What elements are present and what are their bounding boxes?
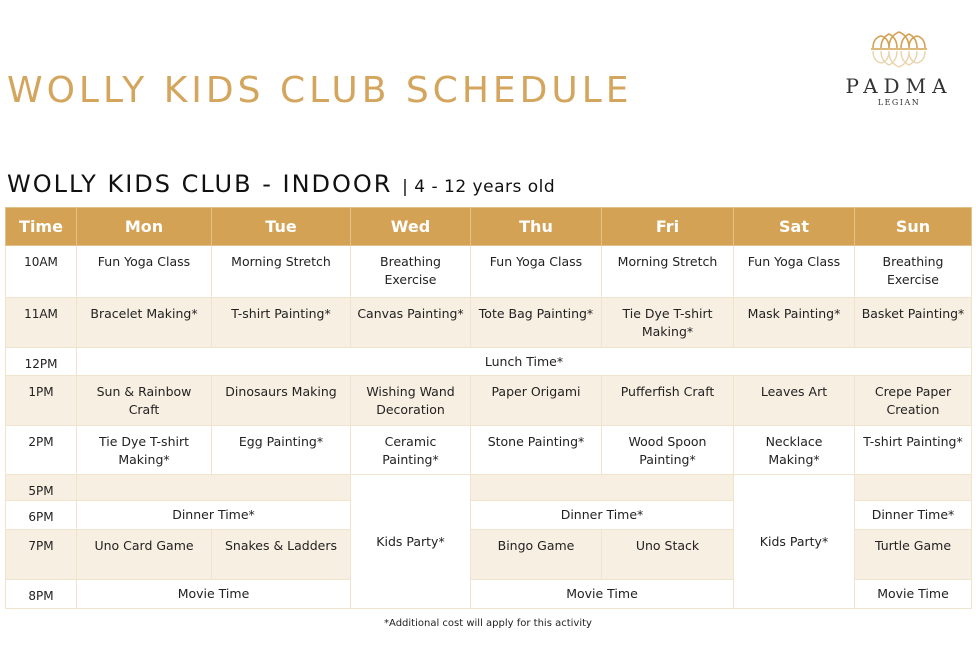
activity-cell: Leaves Art [734, 376, 855, 426]
time-cell: 10AM [6, 246, 77, 298]
activity-cell: Tote Bag Painting* [471, 298, 602, 348]
column-header: Mon [77, 208, 212, 246]
activity-cell: Movie Time [855, 580, 972, 609]
table-row [6, 376, 972, 426]
activity-cell: Mask Painting* [734, 298, 855, 348]
schedule-table [5, 207, 972, 609]
activity-cell: Bracelet Making* [77, 298, 212, 348]
activity-cell: Sun & Rainbow Craft [77, 376, 212, 426]
activity-cell [471, 475, 734, 501]
column-header: Time [6, 208, 77, 246]
time-cell: 2PM [6, 426, 77, 475]
activity-cell: Tie Dye T-shirt Making* [602, 298, 734, 348]
activity-cell: Necklace Making* [734, 426, 855, 475]
activity-cell: T-shirt Painting* [855, 426, 972, 475]
column-header: Sat [734, 208, 855, 246]
activity-cell: Tie Dye T-shirt Making* [77, 426, 212, 475]
activity-cell: Egg Painting* [212, 426, 351, 475]
activity-cell: Dinosaurs Making [212, 376, 351, 426]
column-header: Wed [351, 208, 471, 246]
activity-cell: Uno Card Game [77, 530, 212, 580]
activity-cell: Ceramic Painting* [351, 426, 471, 475]
activity-cell: Crepe Paper Creation [855, 376, 972, 426]
activity-cell [855, 475, 972, 501]
time-cell: 5PM [6, 475, 77, 501]
footnote: *Additional cost will apply for this activity [384, 618, 592, 629]
activity-cell: Bingo Game [471, 530, 602, 580]
activity-cell: Snakes & Ladders [212, 530, 351, 580]
activity-cell: Canvas Painting* [351, 298, 471, 348]
activity-cell: Breathing Exercise [351, 246, 471, 298]
activity-cell: Fun Yoga Class [77, 246, 212, 298]
column-header: Tue [212, 208, 351, 246]
activity-cell: Paper Origami [471, 376, 602, 426]
table-row [6, 426, 972, 475]
time-cell: 12PM [6, 348, 77, 376]
activity-cell: Wood Spoon Painting* [602, 426, 734, 475]
activity-cell: Dinner Time* [77, 501, 351, 530]
table-row [6, 475, 972, 501]
logo-location: LEGIAN [877, 98, 921, 107]
activity-cell: Dinner Time* [855, 501, 972, 530]
padma-logo [838, 30, 960, 107]
table-row [6, 298, 972, 348]
activity-cell: Fun Yoga Class [734, 246, 855, 298]
activity-cell [77, 475, 351, 501]
time-cell: 11AM [6, 298, 77, 348]
header-row [6, 208, 972, 246]
section-subtitle: WOLLY KIDS CLUB - INDOOR | 4 - 12 years old [7, 170, 556, 198]
column-header: Fri [602, 208, 734, 246]
table-row [6, 348, 972, 376]
time-cell: 7PM [6, 530, 77, 580]
time-cell: 1PM [6, 376, 77, 426]
kids-party-cell: Kids Party* [734, 475, 855, 609]
time-cell: 8PM [6, 580, 77, 609]
column-header: Thu [471, 208, 602, 246]
activity-cell: Pufferfish Craft [602, 376, 734, 426]
activity-cell: T-shirt Painting* [212, 298, 351, 348]
activity-cell: Morning Stretch [212, 246, 351, 298]
page-title: WOLLY KIDS CLUB SCHEDULE [7, 70, 633, 111]
subtitle-age: 4 - 12 years old [414, 177, 556, 197]
activity-cell: Uno Stack [602, 530, 734, 580]
activity-cell: Turtle Game [855, 530, 972, 580]
activity-cell: Breathing Exercise [855, 246, 972, 298]
time-cell: 6PM [6, 501, 77, 530]
logo-brand: PADMA [845, 74, 953, 98]
activity-cell: Lunch Time* [77, 348, 972, 376]
subtitle-main: WOLLY KIDS CLUB - INDOOR [7, 170, 393, 198]
activity-cell: Dinner Time* [471, 501, 734, 530]
activity-cell: Fun Yoga Class [471, 246, 602, 298]
activity-cell: Morning Stretch [602, 246, 734, 298]
activity-cell: Stone Painting* [471, 426, 602, 475]
activity-cell: Wishing Wand Decoration [351, 376, 471, 426]
kids-party-cell: Kids Party* [351, 475, 471, 609]
column-header: Sun [855, 208, 972, 246]
activity-cell: Movie Time [471, 580, 734, 609]
table-row [6, 246, 972, 298]
lotus-icon [869, 30, 929, 70]
activity-cell: Movie Time [77, 580, 351, 609]
activity-cell: Basket Painting* [855, 298, 972, 348]
